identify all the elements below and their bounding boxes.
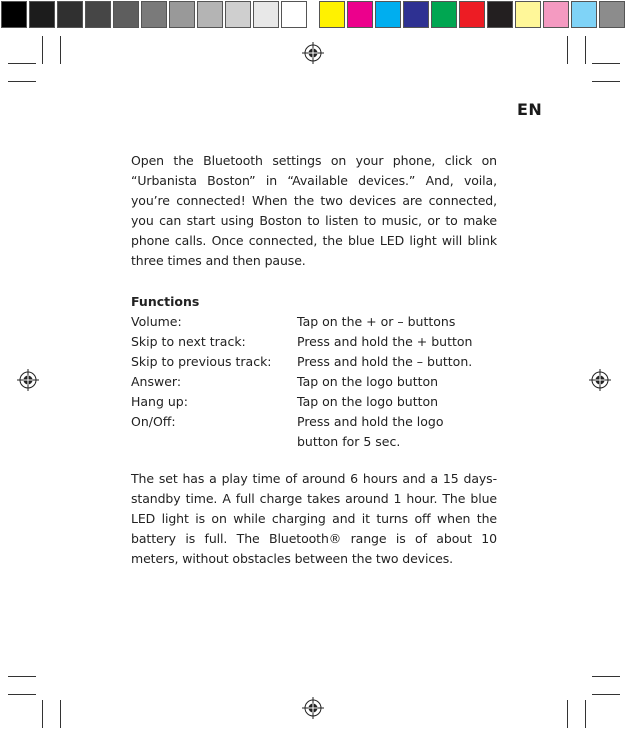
- calibration-swatch: [113, 1, 139, 28]
- calibration-swatch: [169, 1, 195, 28]
- calibration-swatch: [1, 1, 27, 28]
- function-label: On/Off:: [131, 414, 176, 429]
- registration-mark-icon: [302, 42, 324, 64]
- crop-mark: [8, 81, 36, 82]
- calibration-swatch: [319, 1, 345, 28]
- calibration-swatch: [253, 1, 279, 28]
- function-label: Skip to next track:: [131, 334, 246, 349]
- crop-mark: [592, 676, 620, 677]
- function-row-answer: [131, 372, 497, 392]
- functions-heading: Functions: [131, 294, 200, 309]
- calibration-swatch: [85, 1, 111, 28]
- crop-mark: [585, 36, 586, 64]
- registration-mark-icon: [302, 697, 324, 719]
- calibration-swatch: [431, 1, 457, 28]
- crop-mark: [585, 700, 586, 728]
- registration-mark-icon: [17, 369, 39, 391]
- function-value: Tap on the + or – buttons: [297, 314, 456, 329]
- calibration-swatch: [403, 1, 429, 28]
- calibration-swatch: [141, 1, 167, 28]
- function-row-hang-up: [131, 392, 497, 412]
- battery-paragraph: The set has a play time of around 6 hours and a 15 days-standby time. A full charge takes around 1 hour. The blue LED light is on while charging and it turns off when the battery is full. The Bluetooth® range is of about 10 meters, without obstacles between the two devices.: [131, 471, 497, 566]
- function-value: Press and hold the + button: [297, 334, 473, 349]
- calibration-swatch: [347, 1, 373, 28]
- calibration-swatch: [487, 1, 513, 28]
- crop-mark: [592, 63, 620, 64]
- calibration-swatch: [459, 1, 485, 28]
- calibration-swatch: [515, 1, 541, 28]
- intro-paragraph: Open the Bluetooth settings on your phone, click on “Urbanista Boston” in “Available devices.” And, voila, you’re connected! When the two devices are connected, you can start using Boston to listen to music, or to make phone calls. Once connected, the blue LED light will blink three times and then pause.: [131, 153, 497, 268]
- crop-mark: [8, 63, 36, 64]
- calibration-swatch: [281, 1, 307, 28]
- function-row-on-off: [131, 412, 497, 452]
- calibration-swatch: [197, 1, 223, 28]
- function-value: Press and hold the – button.: [297, 354, 473, 369]
- crop-mark: [567, 36, 568, 64]
- calibration-swatch: [57, 1, 83, 28]
- calibration-swatch: [225, 1, 251, 28]
- crop-mark: [42, 36, 43, 64]
- crop-mark: [60, 36, 61, 64]
- registration-mark-icon: [589, 369, 611, 391]
- function-row-previous-track: [131, 352, 497, 372]
- crop-mark: [592, 694, 620, 695]
- function-label: Answer:: [131, 374, 182, 389]
- function-row-next-track: [131, 332, 497, 352]
- crop-mark: [8, 676, 36, 677]
- function-value: Tap on the logo button: [297, 374, 439, 389]
- function-row-volume: [131, 312, 497, 332]
- crop-mark: [8, 694, 36, 695]
- calibration-swatch: [571, 1, 597, 28]
- function-label: Hang up:: [131, 394, 188, 409]
- calibration-swatch: [543, 1, 569, 28]
- color-calibration-bar: [0, 0, 628, 29]
- calibration-swatch: [375, 1, 401, 28]
- crop-mark: [592, 81, 620, 82]
- crop-mark: [567, 700, 568, 728]
- function-value: Tap on the logo button: [297, 394, 439, 409]
- crop-mark: [60, 700, 61, 728]
- crop-mark: [42, 700, 43, 728]
- function-label: Skip to previous track:: [131, 354, 272, 369]
- calibration-swatch: [599, 1, 625, 28]
- language-label: EN: [517, 100, 543, 119]
- function-value: Press and hold the logo button for 5 sec.: [297, 414, 444, 449]
- function-label: Volume:: [131, 314, 182, 329]
- calibration-swatch: [29, 1, 55, 28]
